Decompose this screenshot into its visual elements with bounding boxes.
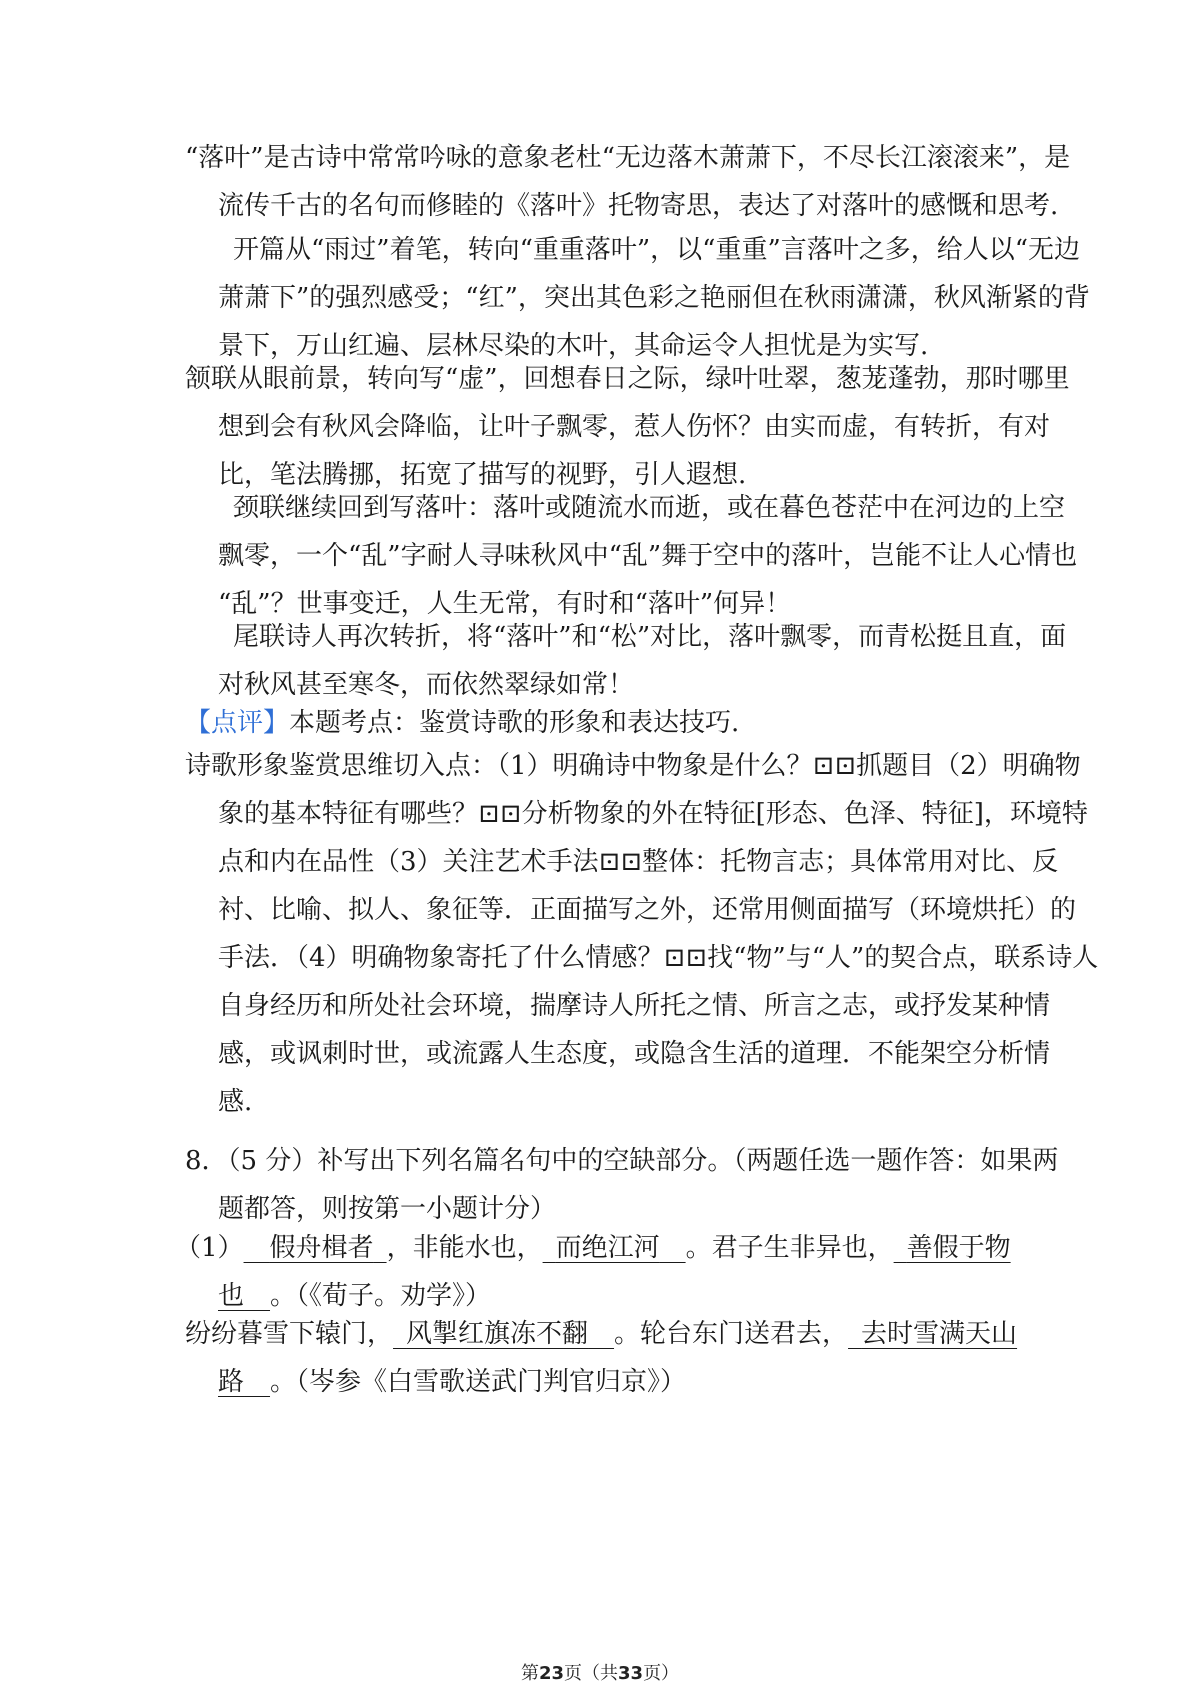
text-line [185,1310,1025,1358]
text-line: 比，笔法腾挪，拓宽了描写的视野，引人遐想. [218,460,747,490]
answer-blank: 而绝江河 [555,1233,660,1263]
text-segment: 。君子生非异也， [685,1233,894,1263]
text-line [185,699,1025,747]
page-footer [0,1659,1200,1685]
text-line: 诗歌形象鉴赏思维切入点：（1）明确诗中物象是什么？⊡⊡抓题目（2）明确物 [185,751,1081,781]
comment-label: 【点评】 [185,708,290,738]
answer-blank: 善假于物 [906,1233,1011,1263]
footer-text: 第 [520,1663,539,1684]
text-line: 自身经历和所处社会环境，揣摩诗人所托之情、所言之志，或抒发某种情 [218,991,1051,1021]
text-line: 感，或讽刺时世，或流露人生态度，或隐含生活的道理．不能架空分析情 [218,1039,1051,1069]
comment-text: 本题考点：鉴赏诗歌的形象和表达技巧. [289,708,740,738]
text-line: 颈联继续回到写落叶：落叶或随流水而逝，或在暮色苍茫中在河边的上空 [233,493,1066,523]
question-8 [185,1137,1059,1233]
text-line [175,1224,1015,1272]
text-line [185,1358,1025,1406]
text-line: 点和内在品性（3）关注艺术手法⊡⊡整体：托物言志；具体常用对比、反 [218,847,1059,877]
question-8-sub-1 [175,1224,1015,1320]
text-line: 开篇从“雨过”着笔，转向“重重落叶”，以“重重”言落叶之多，给人以“无边 [233,235,1081,265]
text-line: “乱”？世事变迁，人生无常，有时和“落叶”何异！ [218,589,792,619]
text-line: “落叶”是古诗中常常吟咏的意象老杜“无边落木萧萧下，不尽长江滚滚来”，是 [185,143,1071,173]
text-line: 象的基本特征有哪些？⊡⊡分析物象的外在特征[形态、色泽、特征]，环境特 [218,799,1088,829]
answer-blank: 路 [218,1367,245,1397]
text-line: 手法．（4）明确物象寄托了什么情感？⊡⊡找“物”与“人”的契合点，联系诗人 [218,943,1099,973]
text-line: 景下，万山红遍、层林尽染的木叶，其命运令人担忧是为实写. [218,331,929,361]
total-pages: 33 [618,1663,644,1684]
text-line: 流传千古的名句而修睦的《落叶》托物寄思，表达了对落叶的感慨和思考. [218,191,1059,221]
answer-blank: 也 [218,1281,245,1311]
analysis-paragraph-4 [185,484,1078,628]
comment-paragraph [185,699,1025,747]
text-segment: 纷纷暮雪下辕门， [185,1319,394,1349]
text-segment: 。（岑参《白雪歌送武门判官归京》） [270,1367,687,1397]
method-paragraph [185,742,1099,1126]
text-segment: ，非能水也， [386,1233,543,1263]
text-line: 颔联从眼前景，转向写“虚”，回想春日之际，绿叶吐翠，葱茏蓬勃，那时哪里 [185,364,1070,394]
text-line: 衬、比喻、拟人、象征等．正面描写之外，还常用侧面描写（环境烘托）的 [218,895,1077,925]
analysis-paragraph-2 [185,226,1090,370]
question-stem-line: 题都答，则按第一小题计分） [218,1194,557,1224]
text-line: 感. [218,1087,253,1117]
question-8-sub-2 [185,1310,1025,1406]
footer-text: 页（共 [564,1663,618,1684]
text-line: 尾联诗人再次转折，将“落叶”和“松”对比，落叶飘零，而青松挺且直，面 [233,622,1067,652]
page-number: 23 [538,1663,564,1684]
analysis-paragraph-5 [185,613,1067,709]
text-line: 萧萧下”的强烈感受；“红”，突出其色彩之艳丽但在秋雨潇潇，秋风渐紧的背 [218,283,1090,313]
analysis-paragraph-1 [185,134,1071,230]
answer-blank: 风掣红旗冻不翻 [406,1319,589,1349]
text-line: 飘零，一个“乱”字耐人寻味秋风中“乱”舞于空中的落叶，岂能不让人心情也 [218,541,1078,571]
answer-blank: 去时雪满天山 [861,1319,1018,1349]
sub-prefix: （1） [175,1233,244,1263]
text-segment: 。轮台东门送君去， [614,1319,849,1349]
question-stem-line: 8．（5 分）补写出下列名篇名句中的空缺部分。（两题任选一题作答：如果两 [185,1146,1059,1176]
text-line: 想到会有秋风会降临，让叶子飘零，惹人伤怀？由实而虚，有转折，有对 [218,412,1051,442]
text-segment: 。（《荀子。劝学》） [270,1281,492,1311]
answer-blank: 假舟楫者 [269,1233,374,1263]
text-line: 对秋风甚至寒冬，而依然翠绿如常！ [218,670,635,700]
analysis-paragraph-3 [185,355,1070,499]
footer-text: 页） [643,1663,680,1684]
